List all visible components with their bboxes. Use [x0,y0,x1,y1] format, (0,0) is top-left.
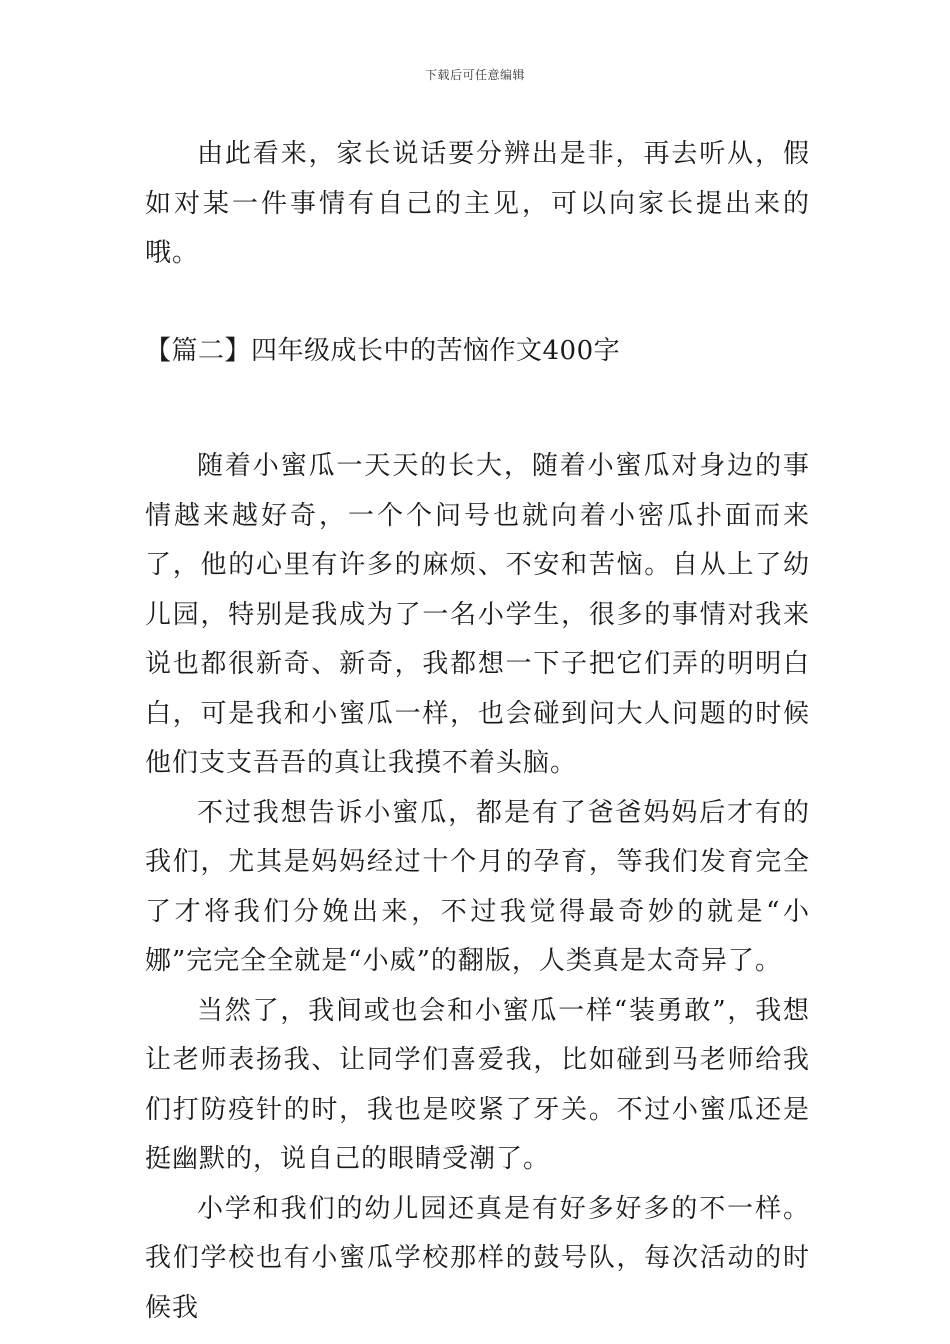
paragraph-conclusion: 由此看来，家长说话要分辨出是非，再去听从，假如对某一件事情有自己的主见，可以向家长提出来的哦。 [145,139,810,268]
paragraph-school: 小学和我们的幼儿园还真是有好多好多的不一样。我们学校也有小蜜瓜学校那样的鼓号队，每次活动的时候我 [145,1193,810,1323]
paragraph-brave: 当然了，我间或也会和小蜜瓜一样“装勇敢”，我想让老师表扬我、让同学们喜爱我，比如碰到马老师给我们打防疫针的时，我也是咬紧了牙关。不过小蜜瓜还是挺幽默的，说自己的眼睛受潮了。 [145,995,810,1174]
section-title: 【篇二】四年级成长中的苦恼作文400字 [145,335,621,366]
paragraph-growing-up: 随着小蜜瓜一天天的长大，随着小蜜瓜对身边的事情越来越好奇，一个个问号也就向着小密瓜扑面而来了，他的心里有许多的麻烦、不安和苦恼。自从上了幼儿园，特别是我成为了一名小学生，很多的事情对我来说也都很新奇、新奇，我都想一下子把它们弄的明明白白，可是我和小蜜瓜一样，也会碰到问大人问题的时候他们支支吾吾的真让我摸不着头脑。 [145,451,810,778]
paragraph-parents: 不过我想告诉小蜜瓜，都是有了爸爸妈妈后才有的我们，尤其是妈妈经过十个月的孕育，等我们发育完全了才将我们分娩出来，不过我觉得最奇妙的就是“小娜”完完全全就是“小威”的翻版，人类真是太奇异了。 [145,797,810,976]
page-header: 下载后可任意编辑 [424,68,525,82]
document-body [145,130,810,1333]
